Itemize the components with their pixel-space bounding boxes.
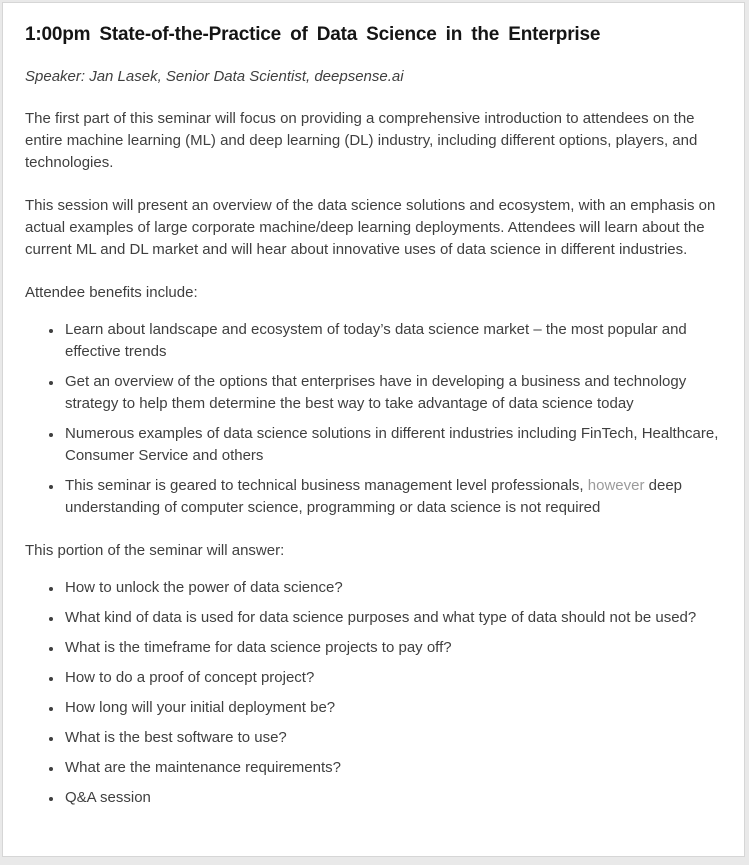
question-item: • Q&A session: [63, 787, 720, 809]
benefits-heading: Attendee benefits include:: [25, 284, 198, 301]
benefit-item: [63, 475, 720, 519]
question-item: • How long will your initial deployment be?: [63, 697, 720, 719]
speaker-line: Speaker: Jan Lasek, Senior Data Scientist, deepsense.ai: [25, 68, 404, 85]
session-card: [2, 2, 745, 857]
question-item: • What kind of data is used for data science purposes and what type of data should not be used?: [63, 607, 720, 629]
question-item: • How to unlock the power of data science?: [63, 577, 720, 599]
question-item: • What are the maintenance requirements?: [63, 757, 720, 779]
question-item: • How to do a proof of concept project?: [63, 667, 720, 689]
benefit-text-segment-muted: however: [587, 477, 645, 494]
benefit-text-segment: Learn about landscape and ecosystem of today’s data science market – the most popular and effective trends: [65, 321, 687, 360]
question-item: • What is the best software to use?: [63, 727, 720, 749]
questions-list: [25, 577, 720, 809]
benefit-item: [63, 423, 720, 467]
session-title: 1:00pm State-of-the-Practice of Data Science in the Enterprise: [25, 24, 601, 45]
benefits-list: [25, 319, 720, 519]
intro-paragraph: The first part of this seminar will focus on providing a comprehensive introduction to attendees on the entire machine learning (ML) and deep learning (DL) industry, including different options, players, and technologies.: [25, 110, 698, 171]
question-item: • What is the timeframe for data science projects to pay off?: [63, 637, 720, 659]
benefit-item: [63, 371, 720, 415]
intro-paragraph: This session will present an overview of the data science solutions and ecosystem, with an emphasis on actual examples of large corporate machine/deep learning deployments. Attendees will learn about the current ML and DL market and will hear about innovative uses of data science in different industries.: [25, 197, 716, 258]
benefit-text-segment: Numerous examples of data science solutions in different industries including FinTech, Healthcare, Consumer Service and others: [65, 425, 719, 464]
benefit-text-segment: deep understanding of computer science, programming or data science is not required: [65, 477, 683, 516]
benefit-text-segment: This seminar is geared to technical business management level professionals,: [65, 477, 588, 494]
questions-heading: This portion of the seminar will answer:: [25, 542, 285, 559]
benefit-item: [63, 319, 720, 363]
benefit-text-segment: Get an overview of the options that enterprises have in developing a business and technology strategy to help them determine the best way to take advantage of data science today: [65, 373, 687, 412]
